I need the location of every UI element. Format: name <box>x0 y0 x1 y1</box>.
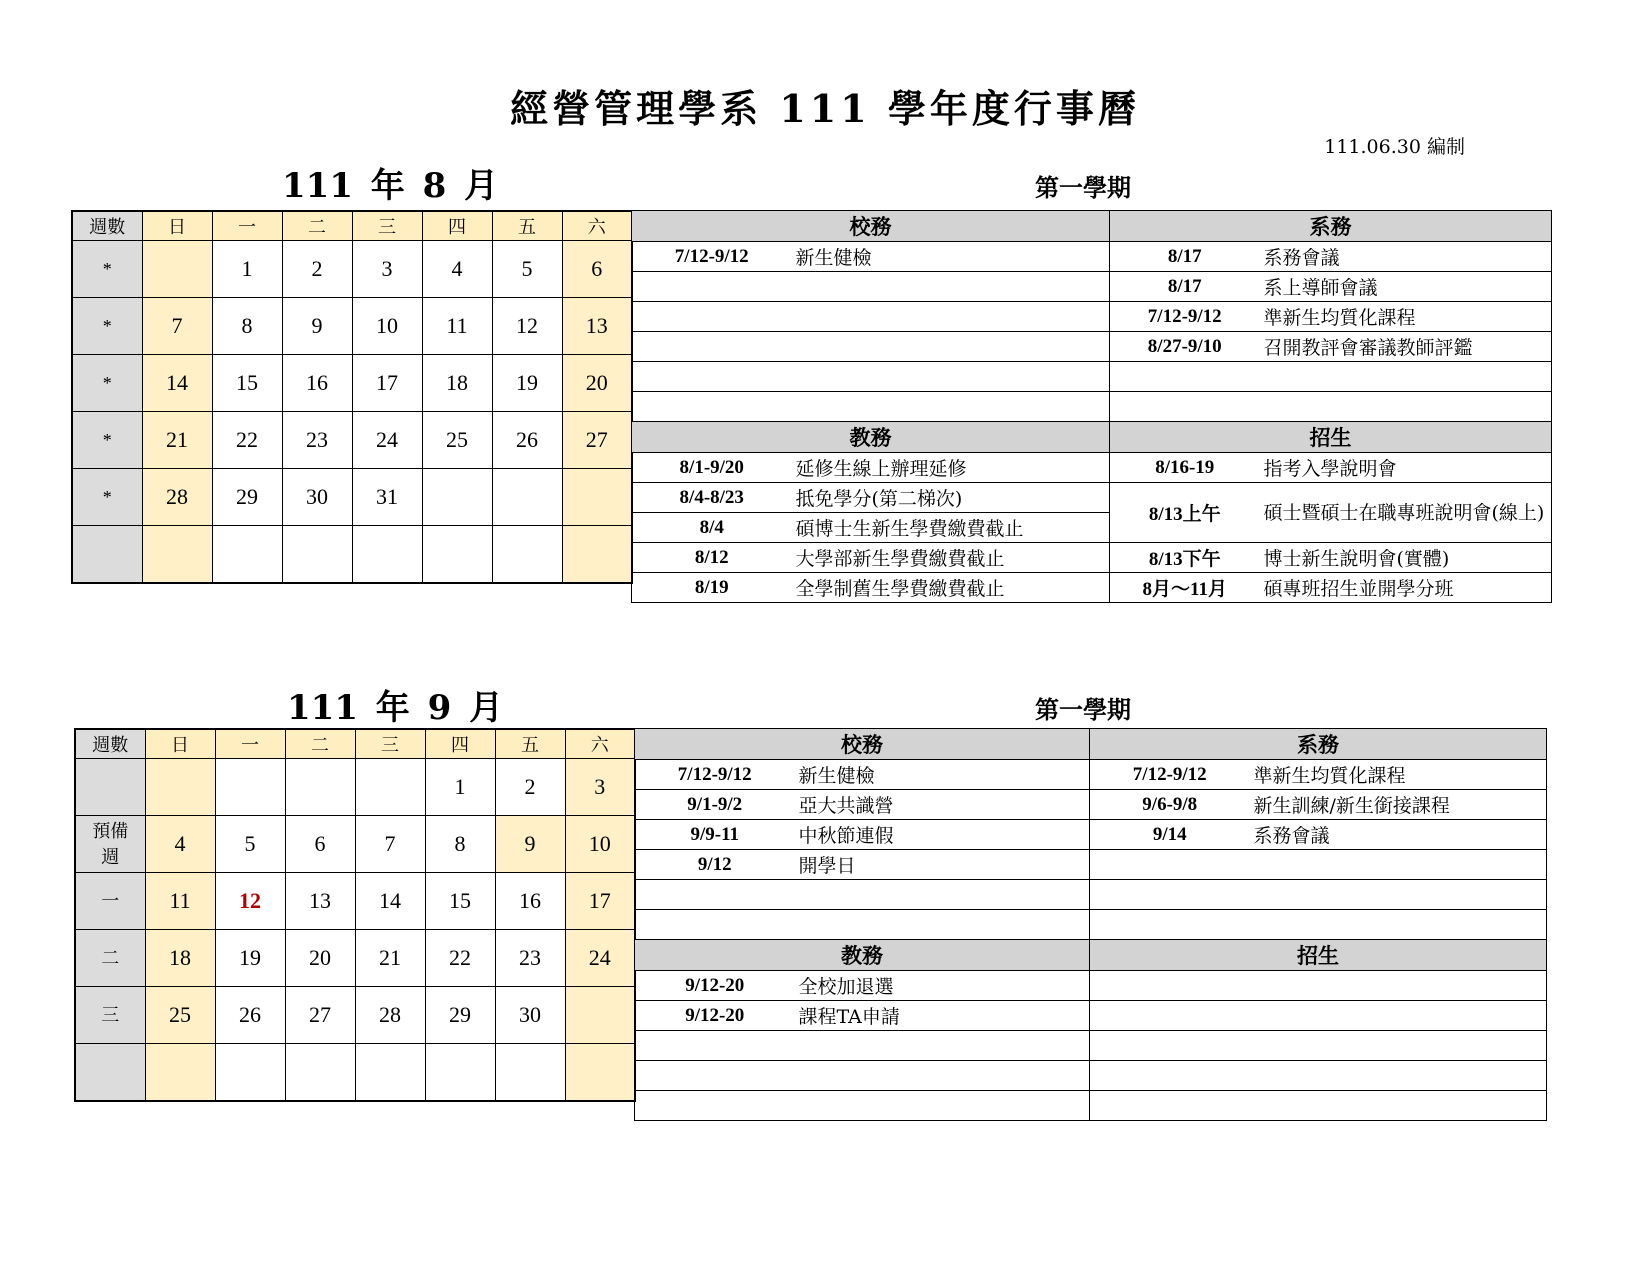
calendar-day-cell: 6 <box>562 241 632 298</box>
calendar-week-row <box>75 1044 635 1101</box>
week-number-cell <box>75 759 145 816</box>
calendar-day-cell: 8 <box>212 298 282 355</box>
aug-school-empty <box>632 302 1110 332</box>
aug-academic-date: 8/4 <box>632 513 792 543</box>
calendar-day-cell: 12 <box>492 298 562 355</box>
aug-academic-date: 8/19 <box>632 573 792 603</box>
calendar-day-cell: 17 <box>352 355 422 412</box>
aug-academic-desc: 延修生線上辦理延修 <box>792 453 1110 483</box>
sep-school-empty <box>635 910 1090 940</box>
sep-school-header: 校務 <box>635 729 1090 760</box>
sep-dept-date: 7/12-9/12 <box>1090 760 1250 790</box>
weekday-header: 二 <box>282 211 352 241</box>
weekday-header: 四 <box>422 211 492 241</box>
weekday-header: 五 <box>495 729 565 759</box>
sep-academic-date: 9/12-20 <box>635 971 795 1001</box>
calendar-day-cell: 9 <box>282 298 352 355</box>
sep-school-date: 9/1-9/2 <box>635 790 795 820</box>
calendar-day-cell: 3 <box>352 241 422 298</box>
aug-admission-header: 招生 <box>1110 422 1552 453</box>
calendar-day-cell: 24 <box>565 930 635 987</box>
weekday-header: 二 <box>285 729 355 759</box>
calendar-day-cell <box>422 526 492 583</box>
aug-school-date: 7/12-9/12 <box>632 242 792 272</box>
calendar-day-cell: 26 <box>215 987 285 1044</box>
weekday-header: 日 <box>142 211 212 241</box>
document-title: 經營管理學系 111 學年度行事曆 <box>510 86 1140 131</box>
calendar-day-cell <box>285 1044 355 1101</box>
calendar-day-cell: 6 <box>285 816 355 873</box>
sep-dept-empty <box>1090 910 1547 940</box>
calendar-day-cell: 18 <box>145 930 215 987</box>
sep-dept-header: 系務 <box>1090 729 1547 760</box>
calendar-week-row <box>72 241 632 298</box>
week-number-cell <box>72 526 142 583</box>
calendar-day-cell <box>285 759 355 816</box>
calendar-day-cell: 29 <box>425 987 495 1044</box>
calendar-day-cell <box>352 526 422 583</box>
week-number-cell: * <box>72 355 142 412</box>
calendar-day-cell: 21 <box>355 930 425 987</box>
aug-dept-empty <box>1110 362 1552 392</box>
calendar-day-cell: 4 <box>422 241 492 298</box>
sep-admission-empty <box>1090 1001 1547 1031</box>
aug-academic-desc: 碩博士生新生學費繳費截止 <box>792 513 1110 543</box>
aug-admission-date: 8月～11月 <box>1110 573 1260 603</box>
calendar-week-row <box>75 930 635 987</box>
week-number-cell: * <box>72 241 142 298</box>
calendar-week-row <box>72 469 632 526</box>
calendar-day-cell <box>495 1044 565 1101</box>
weekday-header: 一 <box>212 211 282 241</box>
aug-month-title: 111 年 8 月 <box>282 166 499 206</box>
calendar-day-cell: 19 <box>215 930 285 987</box>
aug-admission-desc: 碩專班招生並開學分班 <box>1260 573 1552 603</box>
aug-dept-empty <box>1110 392 1552 422</box>
compiled-date: 111.06.30 編制 <box>1324 136 1465 158</box>
calendar-week-row <box>75 873 635 930</box>
calendar-day-cell: 30 <box>495 987 565 1044</box>
calendar-day-cell: 9 <box>495 816 565 873</box>
calendar-day-cell: 31 <box>352 469 422 526</box>
aug-school-header: 校務 <box>632 211 1110 242</box>
aug-dept-date: 8/17 <box>1110 272 1260 302</box>
aug-admission-date: 8/13下午 <box>1110 543 1260 573</box>
calendar-day-cell <box>142 241 212 298</box>
weekday-header: 六 <box>565 729 635 759</box>
calendar-day-cell: 11 <box>145 873 215 930</box>
aug-school-desc: 新生健檢 <box>792 242 1110 272</box>
calendar-day-cell <box>282 526 352 583</box>
calendar-day-cell: 13 <box>285 873 355 930</box>
calendar-day-cell: 3 <box>565 759 635 816</box>
week-number-cell: 預備週 <box>75 816 145 873</box>
calendar-day-cell: 1 <box>212 241 282 298</box>
sep-admission-empty <box>1090 971 1547 1001</box>
aug-dept-desc: 系務會議 <box>1260 242 1552 272</box>
sep-academic-header: 教務 <box>635 940 1090 971</box>
aug-dept-desc: 系上導師會議 <box>1260 272 1552 302</box>
sep-school-empty <box>635 880 1090 910</box>
aug-academic-desc: 抵免學分(第二梯次) <box>792 483 1110 513</box>
aug-school-empty <box>632 272 1110 302</box>
weekday-header: 五 <box>492 211 562 241</box>
calendar-day-cell: 21 <box>142 412 212 469</box>
aug-school-empty <box>632 392 1110 422</box>
calendar-day-cell <box>425 1044 495 1101</box>
aug-dept-desc: 準新生均質化課程 <box>1260 302 1552 332</box>
calendar-day-cell: 11 <box>422 298 492 355</box>
calendar-day-cell: 22 <box>212 412 282 469</box>
calendar-week-row <box>75 816 635 873</box>
aug-academic-desc: 大學部新生學費繳費截止 <box>792 543 1110 573</box>
weekday-header: 三 <box>355 729 425 759</box>
calendar-day-cell: 17 <box>565 873 635 930</box>
calendar-day-cell <box>492 526 562 583</box>
sep-academic-desc: 全校加退選 <box>795 971 1090 1001</box>
calendar-day-cell <box>492 469 562 526</box>
calendar-day-cell <box>215 1044 285 1101</box>
calendar-day-cell: 23 <box>495 930 565 987</box>
sep-admission-empty <box>1090 1031 1547 1061</box>
sep-school-date: 7/12-9/12 <box>635 760 795 790</box>
calendar-day-cell: 7 <box>355 816 425 873</box>
calendar-day-cell <box>565 987 635 1044</box>
sep-dept-date: 9/6-9/8 <box>1090 790 1250 820</box>
calendar-week-row <box>75 759 635 816</box>
calendar-week-row <box>75 987 635 1044</box>
calendar-day-cell: 7 <box>142 298 212 355</box>
calendar-day-cell: 25 <box>422 412 492 469</box>
calendar-day-cell: 2 <box>282 241 352 298</box>
week-number-cell: 三 <box>75 987 145 1044</box>
aug-school-empty <box>632 362 1110 392</box>
sep-month-title: 111 年 9 月 <box>287 688 504 728</box>
aug-academic-header: 教務 <box>632 422 1110 453</box>
sep-academic-desc: 課程TA申請 <box>795 1001 1090 1031</box>
aug-semester-title: 第一學期 <box>1035 173 1131 202</box>
calendar-day-cell: 12 <box>215 873 285 930</box>
weekday-header: 三 <box>352 211 422 241</box>
calendar-day-cell: 20 <box>285 930 355 987</box>
weekday-header: 四 <box>425 729 495 759</box>
sep-academic-empty <box>635 1061 1090 1091</box>
calendar-day-cell: 23 <box>282 412 352 469</box>
calendar-day-cell: 2 <box>495 759 565 816</box>
sep-school-desc: 開學日 <box>795 850 1090 880</box>
sep-school-date: 9/12 <box>635 850 795 880</box>
sep-calendar-grid <box>74 728 636 1102</box>
week-number-cell: * <box>72 412 142 469</box>
sep-admission-header: 招生 <box>1090 940 1547 971</box>
week-number-cell: 一 <box>75 873 145 930</box>
calendar-day-cell: 5 <box>492 241 562 298</box>
calendar-day-cell: 15 <box>425 873 495 930</box>
calendar-day-cell <box>355 759 425 816</box>
aug-admission-date: 8/13上午 <box>1110 483 1260 543</box>
aug-dept-date: 8/27-9/10 <box>1110 332 1260 362</box>
sep-admission-empty <box>1090 1091 1547 1121</box>
calendar-day-cell: 15 <box>212 355 282 412</box>
calendar-day-cell: 28 <box>142 469 212 526</box>
calendar-week-row <box>72 526 632 583</box>
aug-dept-desc: 召開教評會審議教師評鑑 <box>1260 332 1552 362</box>
calendar-day-cell <box>422 469 492 526</box>
sep-school-desc: 新生健檢 <box>795 760 1090 790</box>
calendar-day-cell: 16 <box>282 355 352 412</box>
calendar-day-cell <box>562 526 632 583</box>
calendar-day-cell: 13 <box>562 298 632 355</box>
calendar-day-cell: 8 <box>425 816 495 873</box>
aug-academic-date: 8/4-8/23 <box>632 483 792 513</box>
calendar-day-cell: 30 <box>282 469 352 526</box>
calendar-day-cell: 16 <box>495 873 565 930</box>
sep-dept-desc: 系務會議 <box>1250 820 1547 850</box>
calendar-day-cell: 18 <box>422 355 492 412</box>
aug-academic-date: 8/12 <box>632 543 792 573</box>
calendar-day-cell: 24 <box>352 412 422 469</box>
calendar-day-cell: 27 <box>562 412 632 469</box>
week-number-header: 週數 <box>72 211 142 241</box>
calendar-day-cell: 5 <box>215 816 285 873</box>
aug-school-empty <box>632 332 1110 362</box>
week-number-cell: * <box>72 469 142 526</box>
aug-admission-desc: 博士新生說明會(實體) <box>1260 543 1552 573</box>
weekday-header: 六 <box>562 211 632 241</box>
calendar-day-cell: 1 <box>425 759 495 816</box>
calendar-day-cell: 14 <box>355 873 425 930</box>
aug-dept-date: 7/12-9/12 <box>1110 302 1260 332</box>
calendar-day-cell <box>145 759 215 816</box>
calendar-day-cell: 10 <box>565 816 635 873</box>
sep-school-desc: 亞大共識營 <box>795 790 1090 820</box>
calendar-day-cell: 27 <box>285 987 355 1044</box>
aug-academic-date: 8/1-9/20 <box>632 453 792 483</box>
weekday-header: 日 <box>145 729 215 759</box>
week-number-cell: 二 <box>75 930 145 987</box>
sep-dept-desc: 新生訓練/新生銜接課程 <box>1250 790 1547 820</box>
calendar-day-cell: 19 <box>492 355 562 412</box>
sep-semester-title: 第一學期 <box>1035 695 1131 724</box>
sep-dept-date: 9/14 <box>1090 820 1250 850</box>
calendar-day-cell: 20 <box>562 355 632 412</box>
calendar-day-cell <box>215 759 285 816</box>
week-number-header: 週數 <box>75 729 145 759</box>
aug-admission-desc: 指考入學說明會 <box>1260 453 1552 483</box>
sep-academic-empty <box>635 1091 1090 1121</box>
calendar-day-cell: 14 <box>142 355 212 412</box>
calendar-day-cell <box>562 469 632 526</box>
aug-calendar-grid <box>71 210 633 584</box>
week-number-cell <box>75 1044 145 1101</box>
calendar-day-cell: 4 <box>145 816 215 873</box>
calendar-week-row <box>72 298 632 355</box>
aug-events-table <box>631 210 1552 603</box>
sep-school-date: 9/9-11 <box>635 820 795 850</box>
sep-academic-date: 9/12-20 <box>635 1001 795 1031</box>
calendar-week-row <box>72 355 632 412</box>
calendar-day-cell: 22 <box>425 930 495 987</box>
calendar-day-cell: 26 <box>492 412 562 469</box>
sep-school-desc: 中秋節連假 <box>795 820 1090 850</box>
sep-admission-empty <box>1090 1061 1547 1091</box>
calendar-day-cell: 29 <box>212 469 282 526</box>
weekday-header: 一 <box>215 729 285 759</box>
calendar-day-cell <box>565 1044 635 1101</box>
calendar-day-cell <box>142 526 212 583</box>
sep-dept-empty <box>1090 850 1547 880</box>
sep-academic-empty <box>635 1031 1090 1061</box>
aug-dept-date: 8/17 <box>1110 242 1260 272</box>
aug-admission-desc: 碩士暨碩士在職專班說明會(線上) <box>1260 483 1552 543</box>
sep-events-table <box>634 728 1547 1121</box>
calendar-day-cell: 10 <box>352 298 422 355</box>
calendar-week-row <box>72 412 632 469</box>
calendar-day-cell <box>212 526 282 583</box>
calendar-day-cell: 28 <box>355 987 425 1044</box>
aug-academic-desc: 全學制舊生學費繳費截止 <box>792 573 1110 603</box>
aug-dept-header: 系務 <box>1110 211 1552 242</box>
calendar-day-cell <box>145 1044 215 1101</box>
sep-dept-empty <box>1090 880 1547 910</box>
calendar-day-cell: 25 <box>145 987 215 1044</box>
sep-dept-desc: 準新生均質化課程 <box>1250 760 1547 790</box>
week-number-cell: * <box>72 298 142 355</box>
calendar-day-cell <box>355 1044 425 1101</box>
aug-admission-date: 8/16-19 <box>1110 453 1260 483</box>
